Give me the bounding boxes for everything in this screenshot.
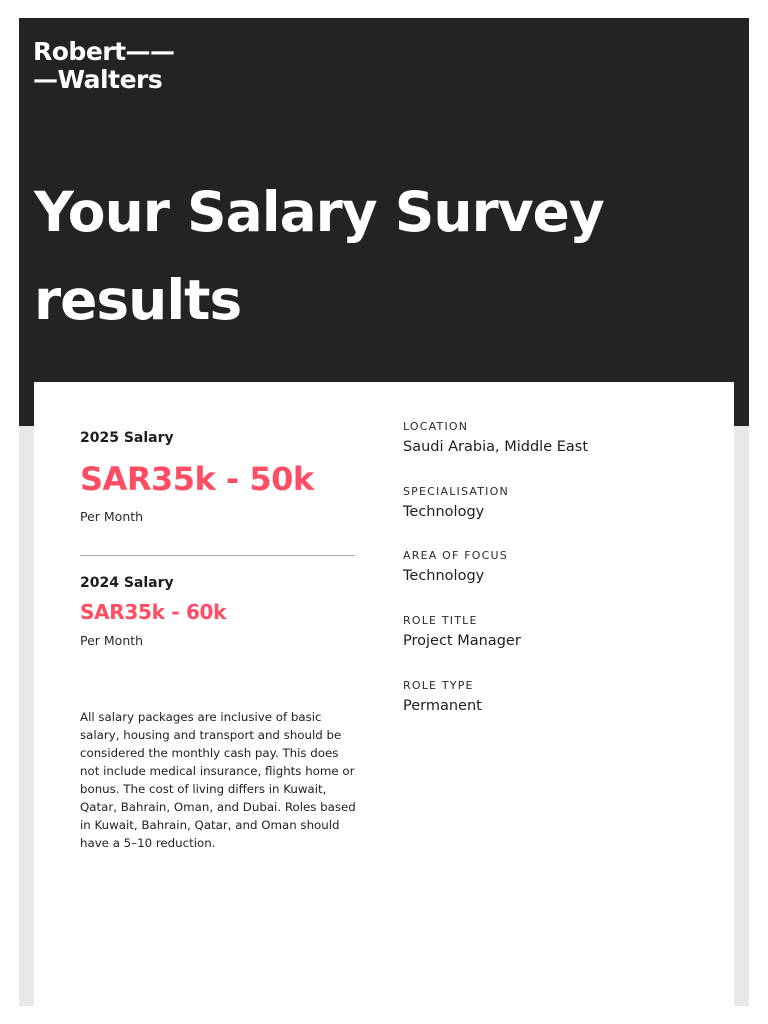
detail-label: LOCATION xyxy=(403,420,469,433)
previous-salary-period: Per Month xyxy=(80,633,144,648)
detail-label: ROLE TITLE xyxy=(403,614,478,627)
detail-label: SPECIALISATION xyxy=(403,485,509,498)
detail-specialisation xyxy=(403,485,509,521)
current-salary-period: Per Month xyxy=(80,509,144,524)
current-salary-label: 2025 Salary xyxy=(80,430,174,446)
logo-line-2: —Walters xyxy=(33,65,163,94)
detail-value: Permanent xyxy=(403,698,482,714)
detail-area-of-focus xyxy=(403,549,508,585)
current-salary-value: SAR35k - 50k xyxy=(80,460,314,498)
page-title: Your Salary Survey results xyxy=(34,180,604,332)
detail-value: Technology xyxy=(403,568,485,584)
detail-value: Technology xyxy=(403,504,485,520)
detail-label: AREA OF FOCUS xyxy=(403,549,508,562)
detail-value: Project Manager xyxy=(403,633,521,649)
results-card xyxy=(34,382,734,1006)
previous-salary-value: SAR35k - 60k xyxy=(80,600,227,624)
salary-divider xyxy=(80,555,355,556)
logo-line-1: Robert—— xyxy=(33,37,175,66)
robert-walters-logo[interactable] xyxy=(33,38,175,94)
salary-disclaimer: All salary packages are inclusive of basic salary, housing and transport and should be considered the monthly cash pay. This does not include medical insurance, flights home or bonus. The cost of living differs in Kuwait, Qatar, Bahrain, Oman, and Dubai. Roles based in Kuwait, Bahrain, Qatar, and Oman should have a 5–10 reduction. xyxy=(80,710,356,850)
detail-label: ROLE TYPE xyxy=(403,679,474,692)
detail-role-title xyxy=(403,614,521,650)
detail-location xyxy=(403,420,588,456)
detail-role-type xyxy=(403,679,482,715)
previous-salary-label: 2024 Salary xyxy=(80,575,174,591)
detail-value: Saudi Arabia, Middle East xyxy=(403,439,589,455)
